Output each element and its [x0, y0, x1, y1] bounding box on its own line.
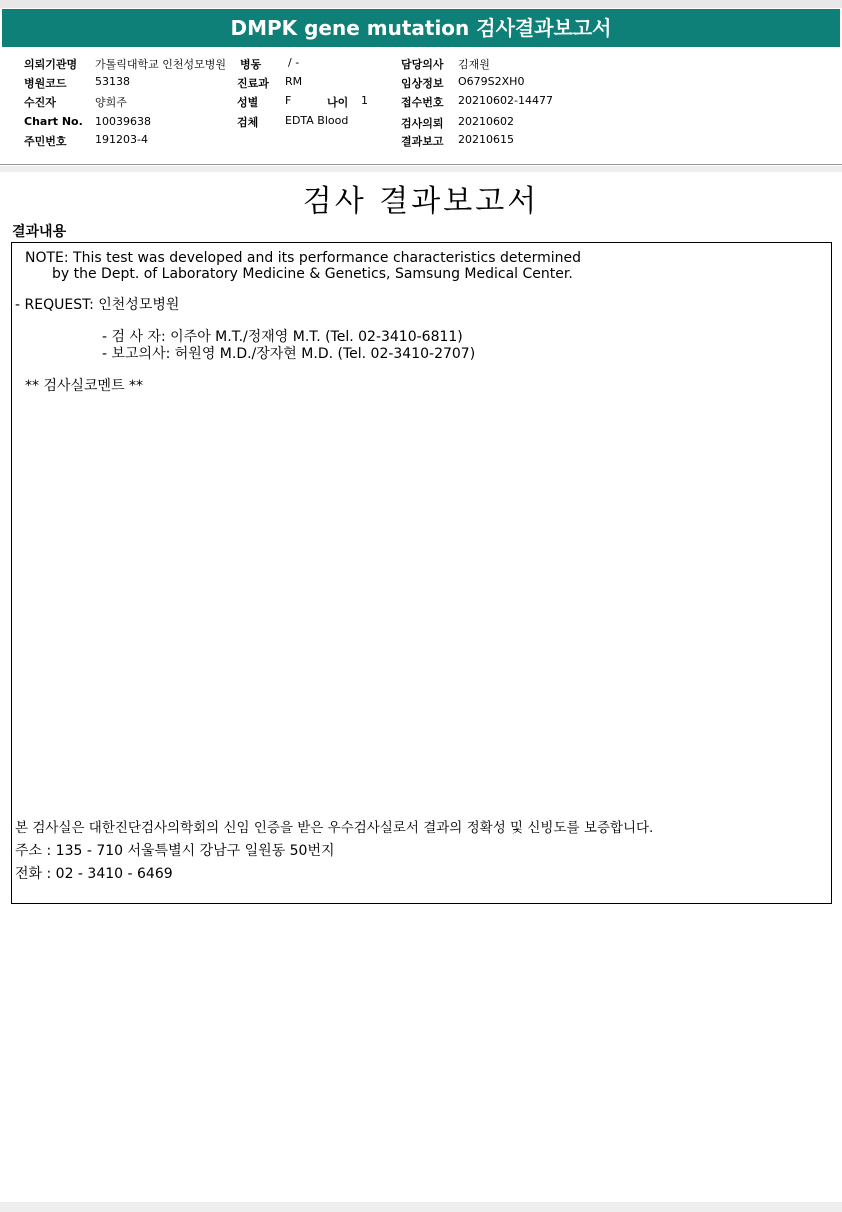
specimen-value: EDTA Blood	[285, 114, 349, 127]
phone-line: 전화 : 02 - 3410 - 6469	[15, 866, 173, 882]
age-value: 1	[361, 94, 368, 107]
hospital-code-value: 53138	[95, 75, 130, 88]
department-value: RM	[285, 75, 303, 88]
ward-value: / -	[288, 56, 300, 69]
separator-line	[0, 164, 842, 165]
doctor-value: 김재원	[458, 58, 490, 71]
note-line-2: by the Dept. of Laboratory Medicine & Genetics, Samsung Medical Center.	[52, 266, 573, 282]
top-strip	[0, 0, 842, 8]
ward-label: 병동	[240, 58, 262, 71]
institution-label: 의뢰기관명	[24, 58, 78, 71]
clinical-info-label: 임상정보	[401, 77, 444, 90]
chart-no-value: 10039638	[95, 115, 151, 128]
specimen-label: 검체	[237, 116, 259, 129]
reporter-line: - 보고의사: 허원영 M.D./장자현 M.D. (Tel. 02-3410-2707)	[102, 346, 476, 362]
bottom-strip	[0, 1202, 842, 1212]
report-title: 검사 결과보고서	[302, 184, 540, 219]
separator-band	[0, 166, 842, 172]
note-line-1: NOTE: This test was developed and its performance characteristics determined	[25, 250, 581, 266]
address-line: 주소 : 135 - 710 서울특별시 강남구 일원동 50번지	[15, 843, 335, 859]
results-section-label: 결과내용	[12, 224, 67, 240]
chart-no-label: Chart No.	[24, 115, 83, 128]
patient-info	[0, 52, 842, 164]
request-date-value: 20210602	[458, 115, 514, 128]
hospital-code-label: 병원코드	[24, 77, 67, 90]
receipt-no-value: 20210602-14477	[458, 94, 553, 107]
results-box	[11, 242, 832, 904]
resident-no-label: 주민번호	[24, 135, 67, 148]
receipt-no-label: 접수번호	[401, 96, 444, 109]
patient-value: 양희주	[95, 96, 127, 109]
institution-value: 가톨릭대학교 인천성모병원	[95, 58, 227, 71]
sex-label: 성별	[237, 96, 259, 109]
doctor-label: 담당의사	[401, 58, 444, 71]
tester-line: - 검 사 자: 이주아 M.T./정재영 M.T. (Tel. 02-3410-6811)	[102, 329, 463, 345]
request-line: - REQUEST: 인천성모병원	[15, 297, 180, 313]
department-label: 진료과	[237, 77, 269, 90]
accreditation-line: 본 검사실은 대한진단검사의학회의 신임 인증을 받은 우수검사실로서 결과의 정확성 및 신빙도를 보증합니다.	[15, 820, 654, 836]
report-date-label: 결과보고	[401, 135, 444, 148]
request-date-label: 검사의뢰	[401, 117, 444, 130]
clinical-info-value: O679S2XH0	[458, 75, 525, 88]
report-date-value: 20210615	[458, 133, 514, 146]
age-label: 나이	[327, 96, 349, 109]
report-banner: DMPK gene mutation 검사결과보고서	[2, 9, 840, 47]
lab-comment-line: ** 검사실코멘트 **	[25, 378, 144, 394]
sex-value: F	[285, 94, 292, 107]
patient-label: 수진자	[24, 96, 56, 109]
resident-no-value: 191203-4	[95, 133, 148, 146]
